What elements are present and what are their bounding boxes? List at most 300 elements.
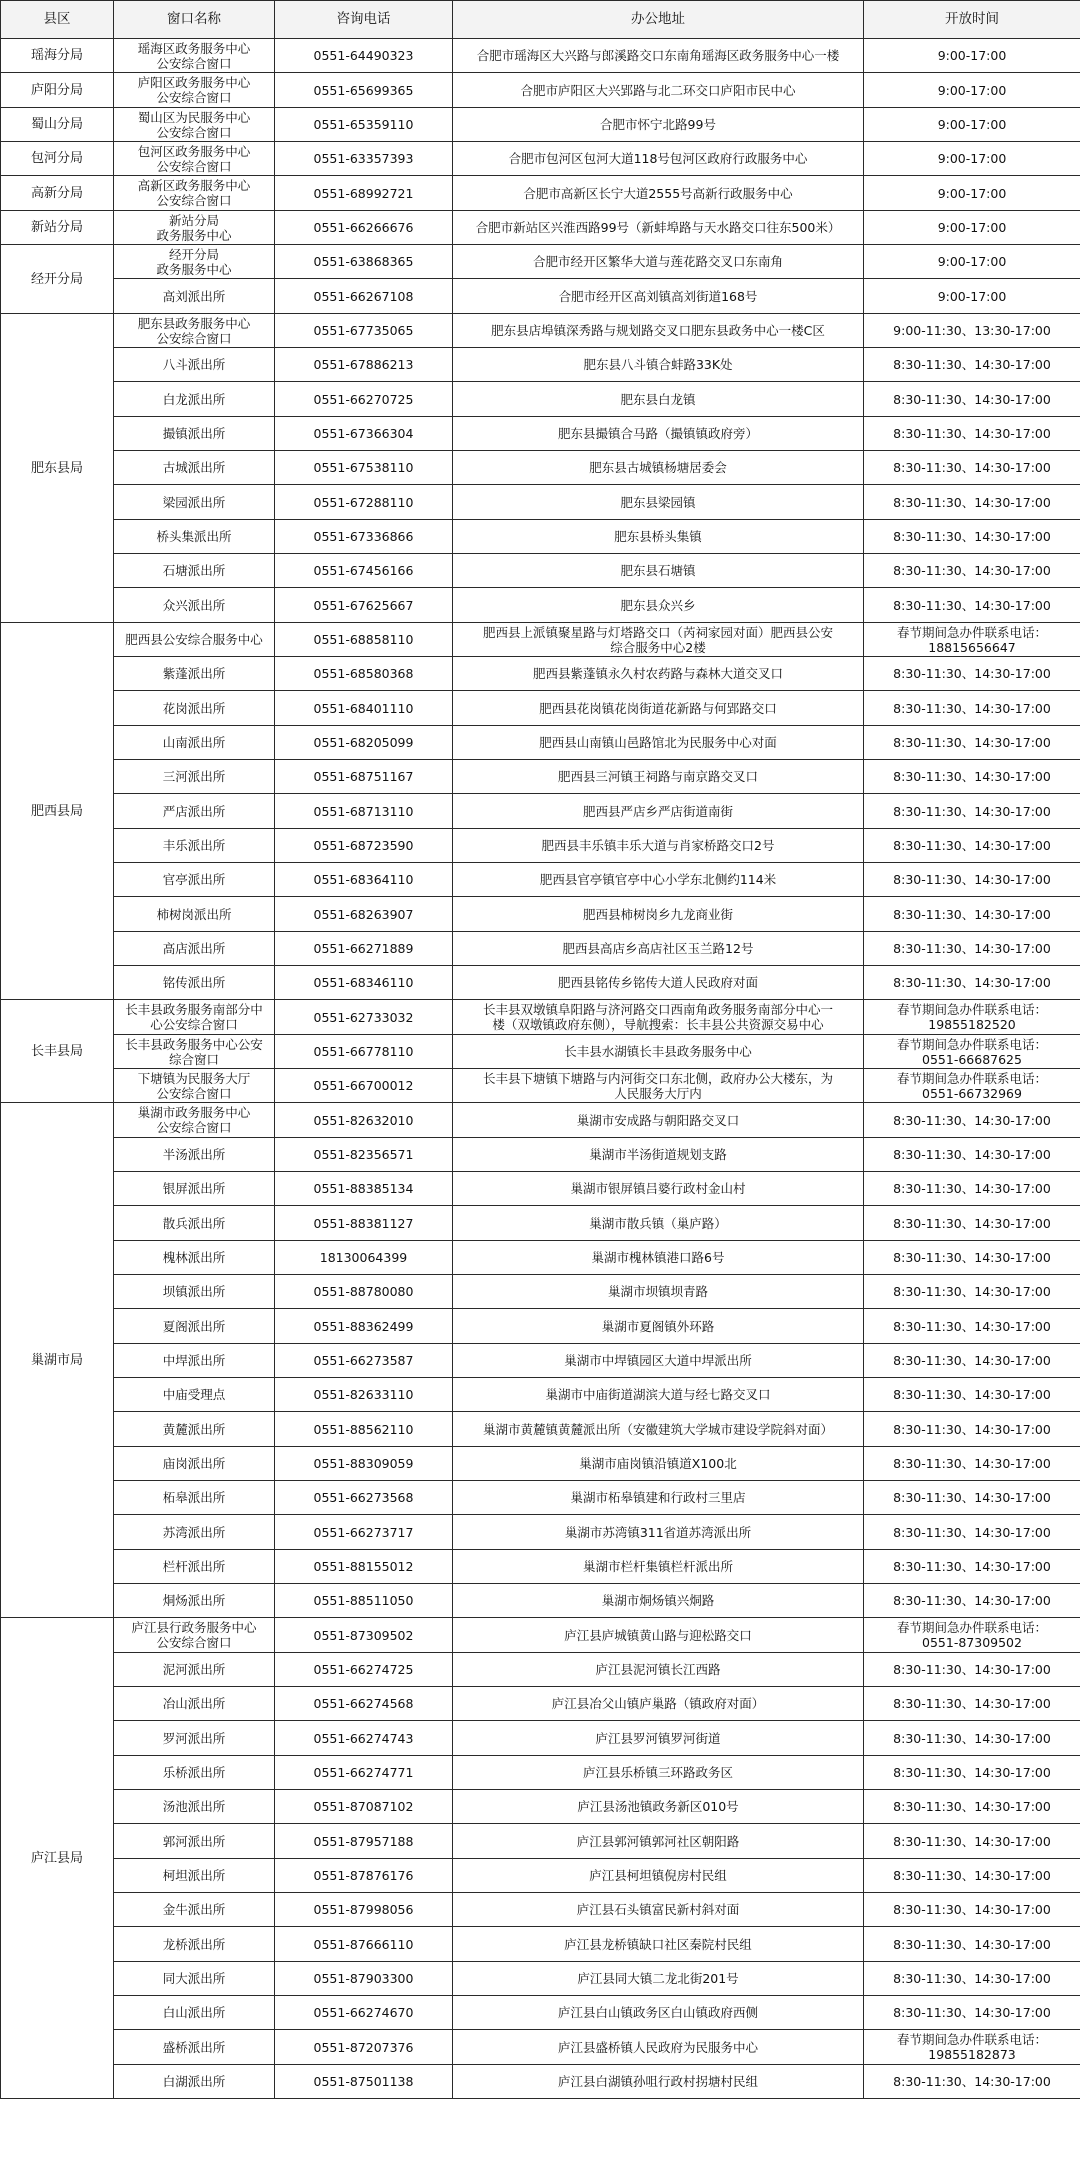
phone-cell: 0551-88385134 bbox=[275, 1172, 453, 1206]
address-cell: 合肥市包河区包河大道118号包河区政府行政服务中心 bbox=[453, 142, 864, 176]
table-row bbox=[1, 451, 1080, 485]
phone-cell: 0551-67625667 bbox=[275, 588, 453, 623]
table-row bbox=[1, 1687, 1080, 1721]
table-row bbox=[1, 1344, 1080, 1378]
table-row bbox=[1, 760, 1080, 794]
address-cell: 肥西县铭传乡铭传大道人民政府对面 bbox=[453, 966, 864, 1000]
table-row bbox=[1, 1309, 1080, 1344]
table-row bbox=[1, 382, 1080, 417]
phone-cell: 0551-68751167 bbox=[275, 760, 453, 794]
window-name-cell: 新站分局 政务服务中心 bbox=[114, 211, 275, 245]
phone-cell: 0551-67288110 bbox=[275, 485, 453, 520]
phone-cell: 0551-88562110 bbox=[275, 1412, 453, 1447]
hours-cell: 8:30-11:30、14:30-17:00 bbox=[864, 1309, 1080, 1344]
address-cell: 巢湖市槐林镇港口路6号 bbox=[453, 1241, 864, 1275]
address-cell: 长丰县下塘镇下塘路与内河街交口东北侧，政府办公大楼东，为 人民服务大厅内 bbox=[453, 1069, 864, 1103]
window-name-cell: 紫蓬派出所 bbox=[114, 657, 275, 691]
table-row bbox=[1, 1824, 1080, 1859]
hours-cell: 9:00-17:00 bbox=[864, 73, 1080, 108]
window-name-cell: 官亭派出所 bbox=[114, 863, 275, 897]
address-cell: 巢湖市安成路与朝阳路交叉口 bbox=[453, 1103, 864, 1138]
phone-cell: 0551-88155012 bbox=[275, 1550, 453, 1584]
header-address: 办公地址 bbox=[453, 1, 864, 39]
hours-cell: 8:30-11:30、14:30-17:00 bbox=[864, 760, 1080, 794]
table-row bbox=[1, 1996, 1080, 2030]
phone-cell: 0551-82633110 bbox=[275, 1378, 453, 1412]
address-cell: 庐江县龙桥镇缺口社区秦院村民组 bbox=[453, 1927, 864, 1962]
window-name-cell: 众兴派出所 bbox=[114, 588, 275, 623]
address-cell: 巢湖市夏阁镇外环路 bbox=[453, 1309, 864, 1344]
table-row bbox=[1, 279, 1080, 314]
window-name-cell: 丰乐派出所 bbox=[114, 829, 275, 863]
hours-cell: 9:00-17:00 bbox=[864, 39, 1080, 73]
table-row bbox=[1, 314, 1080, 348]
address-cell: 肥西县上派镇聚星路与灯塔路交口（芮祠家园对面）肥西县公安 综合服务中心2楼 bbox=[453, 623, 864, 657]
district-cell: 瑶海分局 bbox=[1, 39, 114, 73]
phone-cell: 0551-68401110 bbox=[275, 691, 453, 726]
hours-cell: 8:30-11:30、14:30-17:00 bbox=[864, 554, 1080, 588]
header-phone: 咨询电话 bbox=[275, 1, 453, 39]
hours-cell: 8:30-11:30、14:30-17:00 bbox=[864, 1653, 1080, 1687]
hours-cell: 8:30-11:30、14:30-17:00 bbox=[864, 966, 1080, 1000]
hours-cell: 8:30-11:30、14:30-17:00 bbox=[864, 691, 1080, 726]
district-cell: 新站分局 bbox=[1, 211, 114, 245]
hours-cell: 春节期间急办件联系电话： 19855182520 bbox=[864, 1000, 1080, 1035]
hours-cell: 9:00-17:00 bbox=[864, 142, 1080, 176]
table-row bbox=[1, 588, 1080, 623]
table-row bbox=[1, 554, 1080, 588]
table-row bbox=[1, 1721, 1080, 1756]
table-row bbox=[1, 1069, 1080, 1103]
address-cell: 肥东县店埠镇深秀路与规划路交叉口肥东县政务中心一楼C区 bbox=[453, 314, 864, 348]
hours-cell: 8:30-11:30、14:30-17:00 bbox=[864, 520, 1080, 554]
address-cell: 庐江县冶父山镇庐巢路（镇政府对面） bbox=[453, 1687, 864, 1721]
table-row bbox=[1, 1000, 1080, 1035]
hours-cell: 春节期间急办件联系电话： 0551-66687625 bbox=[864, 1035, 1080, 1069]
hours-cell: 8:30-11:30、14:30-17:00 bbox=[864, 1515, 1080, 1550]
phone-cell: 0551-68723590 bbox=[275, 829, 453, 863]
phone-cell: 0551-88511050 bbox=[275, 1584, 453, 1618]
table-row bbox=[1, 108, 1080, 142]
address-cell: 肥西县丰乐镇丰乐大道与肖家桥路交口2号 bbox=[453, 829, 864, 863]
phone-cell: 0551-66273568 bbox=[275, 1481, 453, 1515]
district-cell: 庐江县局 bbox=[1, 1618, 114, 2099]
hours-cell: 9:00-11:30、13:30-17:00 bbox=[864, 314, 1080, 348]
phone-cell: 0551-66274568 bbox=[275, 1687, 453, 1721]
hours-cell: 8:30-11:30、14:30-17:00 bbox=[864, 2065, 1080, 2099]
window-name-cell: 蜀山区为民服务中心 公安综合窗口 bbox=[114, 108, 275, 142]
hours-cell: 8:30-11:30、14:30-17:00 bbox=[864, 1824, 1080, 1859]
address-cell: 肥西县柿树岗乡九龙商业街 bbox=[453, 897, 864, 932]
window-name-cell: 花岗派出所 bbox=[114, 691, 275, 726]
phone-cell: 0551-87309502 bbox=[275, 1618, 453, 1653]
hours-cell: 春节期间急办件联系电话： 0551-66732969 bbox=[864, 1069, 1080, 1103]
hours-cell: 9:00-17:00 bbox=[864, 108, 1080, 142]
window-name-cell: 泥河派出所 bbox=[114, 1653, 275, 1687]
table-row bbox=[1, 1893, 1080, 1927]
hours-cell: 8:30-11:30、14:30-17:00 bbox=[864, 1893, 1080, 1927]
phone-cell: 0551-82632010 bbox=[275, 1103, 453, 1138]
window-name-cell: 高刘派出所 bbox=[114, 279, 275, 314]
header-window-name: 窗口名称 bbox=[114, 1, 275, 39]
window-name-cell: 古城派出所 bbox=[114, 451, 275, 485]
table-row bbox=[1, 1859, 1080, 1893]
table-row bbox=[1, 829, 1080, 863]
table-row bbox=[1, 966, 1080, 1000]
window-name-cell: 经开分局 政务服务中心 bbox=[114, 245, 275, 279]
phone-cell: 0551-67336866 bbox=[275, 520, 453, 554]
phone-cell: 0551-66700012 bbox=[275, 1069, 453, 1103]
window-name-cell: 盛桥派出所 bbox=[114, 2030, 275, 2065]
address-cell: 巢湖市黄麓镇黄麓派出所（安徽建筑大学城市建设学院斜对面） bbox=[453, 1412, 864, 1447]
window-name-cell: 庙岗派出所 bbox=[114, 1447, 275, 1481]
window-name-cell: 桥头集派出所 bbox=[114, 520, 275, 554]
window-name-cell: 柘皋派出所 bbox=[114, 1481, 275, 1515]
window-name-cell: 庐阳区政务服务中心 公安综合窗口 bbox=[114, 73, 275, 108]
hours-cell: 8:30-11:30、14:30-17:00 bbox=[864, 897, 1080, 932]
hours-cell: 9:00-17:00 bbox=[864, 176, 1080, 211]
address-cell: 合肥市高新区长宁大道2555号高新行政服务中心 bbox=[453, 176, 864, 211]
address-cell: 肥西县紫蓬镇永久村农药路与森林大道交叉口 bbox=[453, 657, 864, 691]
address-cell: 庐江县同大镇二龙北街201号 bbox=[453, 1962, 864, 1996]
hours-cell: 8:30-11:30、14:30-17:00 bbox=[864, 485, 1080, 520]
phone-cell: 0551-87666110 bbox=[275, 1927, 453, 1962]
table-row bbox=[1, 245, 1080, 279]
district-cell: 肥西县局 bbox=[1, 623, 114, 1000]
hours-cell: 8:30-11:30、14:30-17:00 bbox=[864, 417, 1080, 451]
hours-cell: 8:30-11:30、14:30-17:00 bbox=[864, 588, 1080, 623]
table-row bbox=[1, 1515, 1080, 1550]
table-row bbox=[1, 897, 1080, 932]
header-district: 县区 bbox=[1, 1, 114, 39]
hours-cell: 8:30-11:30、14:30-17:00 bbox=[864, 1378, 1080, 1412]
table-row bbox=[1, 2065, 1080, 2099]
window-name-cell: 中庙受理点 bbox=[114, 1378, 275, 1412]
address-cell: 长丰县水湖镇长丰县政务服务中心 bbox=[453, 1035, 864, 1069]
table-row bbox=[1, 348, 1080, 382]
table-row bbox=[1, 1962, 1080, 1996]
phone-cell: 0551-66270725 bbox=[275, 382, 453, 417]
address-cell: 巢湖市散兵镇（巢庐路） bbox=[453, 1206, 864, 1241]
hours-cell: 8:30-11:30、14:30-17:00 bbox=[864, 1206, 1080, 1241]
window-name-cell: 黄麓派出所 bbox=[114, 1412, 275, 1447]
address-cell: 巢湖市庙岗镇沿镇道X100北 bbox=[453, 1447, 864, 1481]
window-name-cell: 肥西县公安综合服务中心 bbox=[114, 623, 275, 657]
address-cell: 庐江县泥河镇长江西路 bbox=[453, 1653, 864, 1687]
hours-cell: 8:30-11:30、14:30-17:00 bbox=[864, 1927, 1080, 1962]
phone-cell: 0551-68713110 bbox=[275, 794, 453, 829]
phone-cell: 0551-68205099 bbox=[275, 726, 453, 760]
address-cell: 巢湖市中垾镇园区大道中垾派出所 bbox=[453, 1344, 864, 1378]
table-row bbox=[1, 1790, 1080, 1824]
window-name-cell: 栏杆派出所 bbox=[114, 1550, 275, 1584]
window-name-cell: 巢湖市政务服务中心 公安综合窗口 bbox=[114, 1103, 275, 1138]
address-cell: 肥东县白龙镇 bbox=[453, 382, 864, 417]
window-name-cell: 苏湾派出所 bbox=[114, 1515, 275, 1550]
window-name-cell: 白山派出所 bbox=[114, 1996, 275, 2030]
hours-cell: 春节期间急办件联系电话： 19855182873 bbox=[864, 2030, 1080, 2065]
address-cell: 长丰县双墩镇阜阳路与济河路交口西南角政务服务南部分中心一 楼（双墩镇政府东侧），导航搜索：长丰县公共资源交易中心 bbox=[453, 1000, 864, 1035]
phone-cell: 0551-88780080 bbox=[275, 1275, 453, 1309]
table-row bbox=[1, 794, 1080, 829]
table-row bbox=[1, 1172, 1080, 1206]
window-name-cell: 烔炀派出所 bbox=[114, 1584, 275, 1618]
table-row bbox=[1, 39, 1080, 73]
phone-cell: 0551-62733032 bbox=[275, 1000, 453, 1035]
phone-cell: 0551-66267108 bbox=[275, 279, 453, 314]
address-cell: 庐江县柯坦镇倪房村民组 bbox=[453, 1859, 864, 1893]
district-cell: 庐阳分局 bbox=[1, 73, 114, 108]
table-row bbox=[1, 1275, 1080, 1309]
window-name-cell: 梁园派出所 bbox=[114, 485, 275, 520]
address-cell: 庐江县乐桥镇三环路政务区 bbox=[453, 1756, 864, 1790]
phone-cell: 0551-68263907 bbox=[275, 897, 453, 932]
district-cell: 巢湖市局 bbox=[1, 1103, 114, 1618]
address-cell: 肥西县严店乡严店街道南街 bbox=[453, 794, 864, 829]
hours-cell: 8:30-11:30、14:30-17:00 bbox=[864, 1687, 1080, 1721]
hours-cell: 8:30-11:30、14:30-17:00 bbox=[864, 382, 1080, 417]
hours-cell: 春节期间急办件联系电话： 0551-87309502 bbox=[864, 1618, 1080, 1653]
hours-cell: 8:30-11:30、14:30-17:00 bbox=[864, 1481, 1080, 1515]
address-cell: 肥东县八斗镇合蚌路33K处 bbox=[453, 348, 864, 382]
table-row bbox=[1, 1584, 1080, 1618]
phone-cell: 0551-66266676 bbox=[275, 211, 453, 245]
address-cell: 肥西县高店乡高店社区玉兰路12号 bbox=[453, 932, 864, 966]
hours-cell: 8:30-11:30、14:30-17:00 bbox=[864, 348, 1080, 382]
table-row bbox=[1, 657, 1080, 691]
hours-cell: 8:30-11:30、14:30-17:00 bbox=[864, 794, 1080, 829]
window-name-cell: 散兵派出所 bbox=[114, 1206, 275, 1241]
table-row bbox=[1, 1412, 1080, 1447]
table-row bbox=[1, 1550, 1080, 1584]
hours-cell: 8:30-11:30、14:30-17:00 bbox=[864, 451, 1080, 485]
window-name-cell: 铭传派出所 bbox=[114, 966, 275, 1000]
phone-cell: 0551-87876176 bbox=[275, 1859, 453, 1893]
phone-cell: 18130064399 bbox=[275, 1241, 453, 1275]
address-cell: 庐江县盛桥镇人民政府为民服务中心 bbox=[453, 2030, 864, 2065]
address-cell: 巢湖市栏杆集镇栏杆派出所 bbox=[453, 1550, 864, 1584]
phone-cell: 0551-67456166 bbox=[275, 554, 453, 588]
hours-cell: 8:30-11:30、14:30-17:00 bbox=[864, 1447, 1080, 1481]
address-cell: 巢湖市半汤街道规划支路 bbox=[453, 1138, 864, 1172]
hours-cell: 8:30-11:30、14:30-17:00 bbox=[864, 1721, 1080, 1756]
phone-cell: 0551-67735065 bbox=[275, 314, 453, 348]
district-cell: 长丰县局 bbox=[1, 1000, 114, 1103]
phone-cell: 0551-68364110 bbox=[275, 863, 453, 897]
window-name-cell: 郭河派出所 bbox=[114, 1824, 275, 1859]
window-name-cell: 龙桥派出所 bbox=[114, 1927, 275, 1962]
table-row bbox=[1, 73, 1080, 108]
phone-cell: 0551-82356571 bbox=[275, 1138, 453, 1172]
phone-cell: 0551-87903300 bbox=[275, 1962, 453, 1996]
hours-cell: 8:30-11:30、14:30-17:00 bbox=[864, 1756, 1080, 1790]
window-name-cell: 长丰县政务服务中心公安 综合窗口 bbox=[114, 1035, 275, 1069]
district-cell: 蜀山分局 bbox=[1, 108, 114, 142]
phone-cell: 0551-66273717 bbox=[275, 1515, 453, 1550]
window-name-cell: 庐江县行政务服务中心 公安综合窗口 bbox=[114, 1618, 275, 1653]
table-row bbox=[1, 211, 1080, 245]
hours-cell: 8:30-11:30、14:30-17:00 bbox=[864, 863, 1080, 897]
table-row bbox=[1, 691, 1080, 726]
window-name-cell: 包河区政务服务中心 公安综合窗口 bbox=[114, 142, 275, 176]
hours-cell: 8:30-11:30、14:30-17:00 bbox=[864, 657, 1080, 691]
phone-cell: 0551-68580368 bbox=[275, 657, 453, 691]
window-name-cell: 乐桥派出所 bbox=[114, 1756, 275, 1790]
address-cell: 合肥市经开区繁华大道与莲花路交叉口东南角 bbox=[453, 245, 864, 279]
hours-cell: 8:30-11:30、14:30-17:00 bbox=[864, 1790, 1080, 1824]
hours-cell: 8:30-11:30、14:30-17:00 bbox=[864, 1275, 1080, 1309]
window-name-cell: 金牛派出所 bbox=[114, 1893, 275, 1927]
table-row bbox=[1, 1618, 1080, 1653]
address-cell: 肥东县撮镇合马路（撮镇镇政府旁） bbox=[453, 417, 864, 451]
phone-cell: 0551-66273587 bbox=[275, 1344, 453, 1378]
phone-cell: 0551-68858110 bbox=[275, 623, 453, 657]
table-row bbox=[1, 1447, 1080, 1481]
phone-cell: 0551-68992721 bbox=[275, 176, 453, 211]
window-name-cell: 肥东县政务服务中心 公安综合窗口 bbox=[114, 314, 275, 348]
hours-cell: 9:00-17:00 bbox=[864, 245, 1080, 279]
hours-cell: 8:30-11:30、14:30-17:00 bbox=[864, 1550, 1080, 1584]
address-cell: 肥东县梁园镇 bbox=[453, 485, 864, 520]
phone-cell: 0551-66274743 bbox=[275, 1721, 453, 1756]
address-cell: 合肥市瑶海区大兴路与郎溪路交口东南角瑶海区政务服务中心一楼 bbox=[453, 39, 864, 73]
phone-cell: 0551-88381127 bbox=[275, 1206, 453, 1241]
district-cell: 肥东县局 bbox=[1, 314, 114, 623]
window-name-cell: 三河派出所 bbox=[114, 760, 275, 794]
address-cell: 巢湖市苏湾镇311省道苏湾派出所 bbox=[453, 1515, 864, 1550]
table-row bbox=[1, 1481, 1080, 1515]
header-hours: 开放时间 bbox=[864, 1, 1080, 39]
phone-cell: 0551-66274670 bbox=[275, 1996, 453, 2030]
table-row bbox=[1, 520, 1080, 554]
window-name-cell: 白龙派出所 bbox=[114, 382, 275, 417]
window-name-cell: 山南派出所 bbox=[114, 726, 275, 760]
window-name-cell: 石塘派出所 bbox=[114, 554, 275, 588]
header-row bbox=[1, 1, 1080, 39]
address-cell: 巢湖市烔炀镇兴烔路 bbox=[453, 1584, 864, 1618]
table-row bbox=[1, 1241, 1080, 1275]
phone-cell: 0551-66274725 bbox=[275, 1653, 453, 1687]
hours-cell: 8:30-11:30、14:30-17:00 bbox=[864, 1584, 1080, 1618]
address-cell: 肥东县桥头集镇 bbox=[453, 520, 864, 554]
district-cell: 包河分局 bbox=[1, 142, 114, 176]
table-row bbox=[1, 1035, 1080, 1069]
hours-cell: 8:30-11:30、14:30-17:00 bbox=[864, 1344, 1080, 1378]
table-row bbox=[1, 726, 1080, 760]
table-row bbox=[1, 1927, 1080, 1962]
phone-cell: 0551-87501138 bbox=[275, 2065, 453, 2099]
hours-cell: 8:30-11:30、14:30-17:00 bbox=[864, 726, 1080, 760]
table-row bbox=[1, 1378, 1080, 1412]
window-name-cell: 撮镇派出所 bbox=[114, 417, 275, 451]
window-name-cell: 高新区政务服务中心 公安综合窗口 bbox=[114, 176, 275, 211]
address-cell: 肥西县三河镇王祠路与南京路交叉口 bbox=[453, 760, 864, 794]
phone-cell: 0551-67366304 bbox=[275, 417, 453, 451]
hours-cell: 8:30-11:30、14:30-17:00 bbox=[864, 1412, 1080, 1447]
hours-cell: 9:00-17:00 bbox=[864, 279, 1080, 314]
phone-cell: 0551-63868365 bbox=[275, 245, 453, 279]
window-name-cell: 槐林派出所 bbox=[114, 1241, 275, 1275]
phone-cell: 0551-65359110 bbox=[275, 108, 453, 142]
window-name-cell: 长丰县政务服务南部分中 心公安综合窗口 bbox=[114, 1000, 275, 1035]
table-row bbox=[1, 1653, 1080, 1687]
hours-cell: 8:30-11:30、14:30-17:00 bbox=[864, 1859, 1080, 1893]
window-name-cell: 冶山派出所 bbox=[114, 1687, 275, 1721]
window-name-cell: 银屏派出所 bbox=[114, 1172, 275, 1206]
phone-cell: 0551-66271889 bbox=[275, 932, 453, 966]
window-name-cell: 柯坦派出所 bbox=[114, 1859, 275, 1893]
address-cell: 巢湖市柘皋镇建和行政村三里店 bbox=[453, 1481, 864, 1515]
window-name-cell: 下塘镇为民服务大厅 公安综合窗口 bbox=[114, 1069, 275, 1103]
address-cell: 巢湖市中庙街道湖滨大道与经七路交叉口 bbox=[453, 1378, 864, 1412]
table-row bbox=[1, 1756, 1080, 1790]
address-cell: 肥西县花岗镇花岗街道花新路与何郢路交口 bbox=[453, 691, 864, 726]
address-cell: 肥东县石塘镇 bbox=[453, 554, 864, 588]
district-cell: 经开分局 bbox=[1, 245, 114, 314]
window-name-cell: 夏阁派出所 bbox=[114, 1309, 275, 1344]
table-row bbox=[1, 2030, 1080, 2065]
table-row bbox=[1, 142, 1080, 176]
address-cell: 巢湖市银屏镇吕婆行政村金山村 bbox=[453, 1172, 864, 1206]
phone-cell: 0551-88309059 bbox=[275, 1447, 453, 1481]
phone-cell: 0551-67886213 bbox=[275, 348, 453, 382]
window-name-cell: 半汤派出所 bbox=[114, 1138, 275, 1172]
hours-cell: 春节期间急办件联系电话： 18815656647 bbox=[864, 623, 1080, 657]
address-cell: 庐江县罗河镇罗河街道 bbox=[453, 1721, 864, 1756]
hours-cell: 8:30-11:30、14:30-17:00 bbox=[864, 1103, 1080, 1138]
address-cell: 庐江县白湖镇孙咀行政村拐塘村民组 bbox=[453, 2065, 864, 2099]
address-cell: 肥东县古城镇杨塘居委会 bbox=[453, 451, 864, 485]
address-cell: 合肥市新站区兴淮西路99号（新蚌埠路与天水路交口往东500米） bbox=[453, 211, 864, 245]
address-cell: 庐江县汤池镇政务新区010号 bbox=[453, 1790, 864, 1824]
phone-cell: 0551-88362499 bbox=[275, 1309, 453, 1344]
phone-cell: 0551-66778110 bbox=[275, 1035, 453, 1069]
table-row bbox=[1, 932, 1080, 966]
window-name-cell: 白湖派出所 bbox=[114, 2065, 275, 2099]
window-name-cell: 汤池派出所 bbox=[114, 1790, 275, 1824]
address-cell: 巢湖市坝镇坝青路 bbox=[453, 1275, 864, 1309]
phone-cell: 0551-87957188 bbox=[275, 1824, 453, 1859]
window-name-cell: 柿树岗派出所 bbox=[114, 897, 275, 932]
hours-cell: 8:30-11:30、14:30-17:00 bbox=[864, 829, 1080, 863]
window-name-cell: 中垾派出所 bbox=[114, 1344, 275, 1378]
phone-cell: 0551-68346110 bbox=[275, 966, 453, 1000]
hours-cell: 8:30-11:30、14:30-17:00 bbox=[864, 1241, 1080, 1275]
table-row bbox=[1, 417, 1080, 451]
hours-cell: 9:00-17:00 bbox=[864, 211, 1080, 245]
table-body bbox=[1, 39, 1080, 2099]
table-row bbox=[1, 863, 1080, 897]
hours-cell: 8:30-11:30、14:30-17:00 bbox=[864, 1962, 1080, 1996]
table-row bbox=[1, 623, 1080, 657]
address-cell: 庐江县白山镇政务区白山镇政府西侧 bbox=[453, 1996, 864, 2030]
window-name-cell: 高店派出所 bbox=[114, 932, 275, 966]
hours-cell: 8:30-11:30、14:30-17:00 bbox=[864, 1138, 1080, 1172]
window-name-cell: 坝镇派出所 bbox=[114, 1275, 275, 1309]
window-name-cell: 瑶海区政务服务中心 公安综合窗口 bbox=[114, 39, 275, 73]
address-cell: 肥东县众兴乡 bbox=[453, 588, 864, 623]
address-cell: 合肥市经开区高刘镇高刘街道168号 bbox=[453, 279, 864, 314]
address-cell: 庐江县郭河镇郭河社区朝阳路 bbox=[453, 1824, 864, 1859]
table-row bbox=[1, 1138, 1080, 1172]
window-name-cell: 八斗派出所 bbox=[114, 348, 275, 382]
window-name-cell: 严店派出所 bbox=[114, 794, 275, 829]
phone-cell: 0551-87207376 bbox=[275, 2030, 453, 2065]
table-row bbox=[1, 176, 1080, 211]
phone-cell: 0551-66274771 bbox=[275, 1756, 453, 1790]
table-row bbox=[1, 485, 1080, 520]
phone-cell: 0551-65699365 bbox=[275, 73, 453, 108]
